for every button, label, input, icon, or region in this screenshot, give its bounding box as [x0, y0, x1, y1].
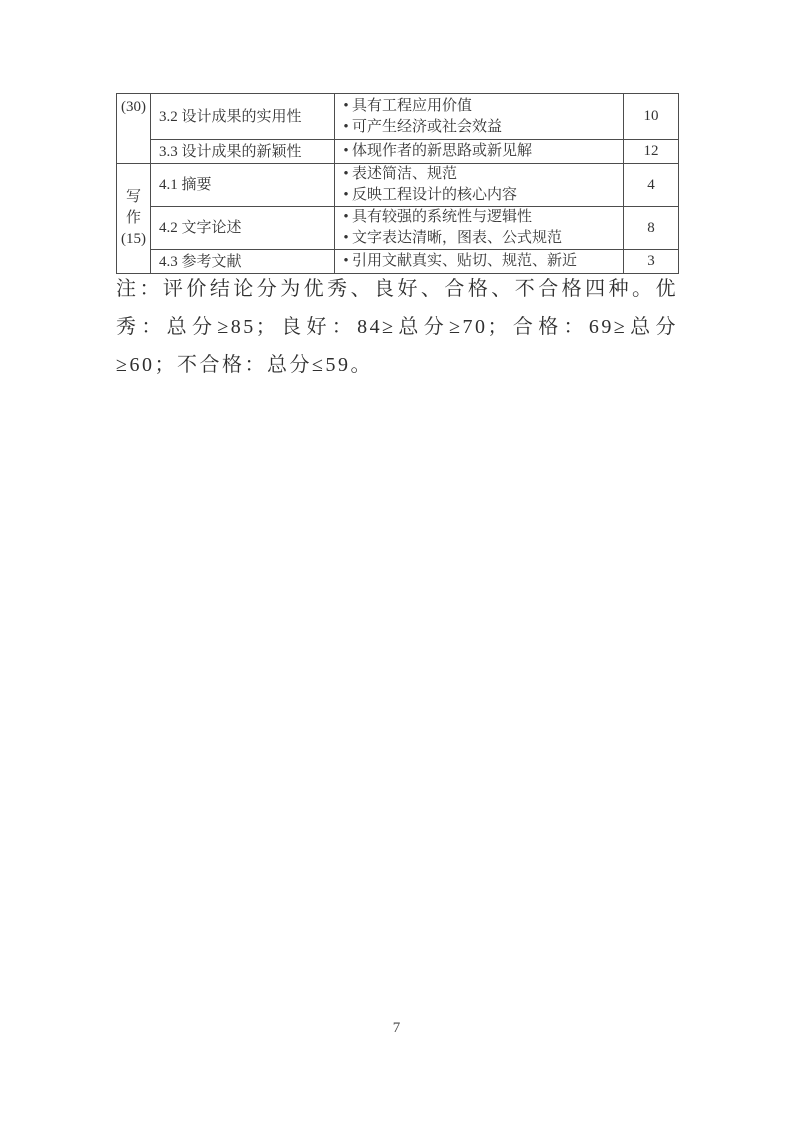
- item-label: 4.2 文字论述: [159, 220, 242, 236]
- item-cell: [151, 94, 335, 140]
- item-label: 4.1 摘要: [159, 177, 212, 193]
- criteria-text: 具有工程应用价值: [352, 97, 473, 114]
- group-label-line: 写: [125, 189, 141, 205]
- item-label: 4.3 参考文献: [159, 253, 242, 270]
- criteria-text: 可产生经济或社会效益: [352, 118, 503, 135]
- criteria-bullet-line: [340, 96, 623, 117]
- table-row: [117, 164, 679, 207]
- criteria-bullet-line: [340, 207, 623, 228]
- bullet-icon: •: [343, 253, 349, 269]
- score-cell: [624, 94, 679, 140]
- group-label-line: (15): [121, 231, 146, 247]
- bullet-icon: •: [343, 118, 349, 135]
- group-cell-30: [117, 94, 151, 164]
- bullet-icon: •: [343, 143, 349, 159]
- table-row: [117, 207, 679, 250]
- item-cell: [151, 207, 335, 250]
- bullet-icon: •: [343, 230, 349, 246]
- criteria-text: 具有较强的系统性与逻辑性: [352, 209, 533, 225]
- bullet-icon: •: [343, 209, 349, 225]
- criteria-cell: [335, 140, 624, 164]
- criteria-text: 体现作者的新思路或新见解: [352, 143, 533, 159]
- evaluation-rubric-table: [116, 93, 679, 274]
- criteria-bullet-line: [340, 164, 623, 185]
- criteria-text: 引用文献真实、贴切、规范、新近: [352, 253, 578, 269]
- bullet-icon: •: [343, 97, 349, 114]
- criteria-cell: [335, 94, 624, 140]
- group-cell-writing-15: [117, 164, 151, 274]
- criteria-bullet-line: [340, 141, 623, 162]
- bullet-icon: •: [343, 187, 349, 203]
- bullet-icon: •: [343, 166, 349, 182]
- criteria-bullet-line: [340, 251, 623, 272]
- group-label-line: 作: [125, 210, 141, 226]
- score-value: 8: [647, 219, 655, 236]
- item-cell: [151, 140, 335, 164]
- criteria-cell: [335, 207, 624, 250]
- criteria-text: 文字表达清晰，图表、公式规范: [352, 230, 563, 246]
- table-row: [117, 140, 679, 164]
- group-label: (30): [121, 99, 146, 115]
- score-cell: [624, 207, 679, 250]
- criteria-cell: [335, 164, 624, 207]
- page-number: 7: [392, 1020, 401, 1036]
- score-value: 4: [647, 176, 655, 193]
- score-cell: [624, 140, 679, 164]
- item-label: 3.3 设计成果的新颖性: [159, 143, 302, 160]
- score-value: 3: [647, 253, 655, 269]
- criteria-bullet-line: [340, 228, 623, 249]
- note-paragraph: 注：评价结论分为优秀、良好、合格、不合格四种。优秀：总分≥85；良好：84≥总分≥70；合格：69≥总分≥60；不合格：总分≤59。: [116, 278, 678, 376]
- criteria-text: 表述简洁、规范: [352, 166, 458, 182]
- item-cell: [151, 164, 335, 207]
- criteria-bullet-line: [340, 117, 623, 138]
- criteria-bullet-line: [340, 185, 623, 206]
- score-value: 12: [643, 143, 659, 159]
- criteria-text: 反映工程设计的核心内容: [352, 187, 518, 203]
- item-label: 3.2 设计成果的实用性: [159, 108, 302, 125]
- table-row: [117, 94, 679, 140]
- score-cell: [624, 164, 679, 207]
- score-value: 10: [643, 108, 659, 124]
